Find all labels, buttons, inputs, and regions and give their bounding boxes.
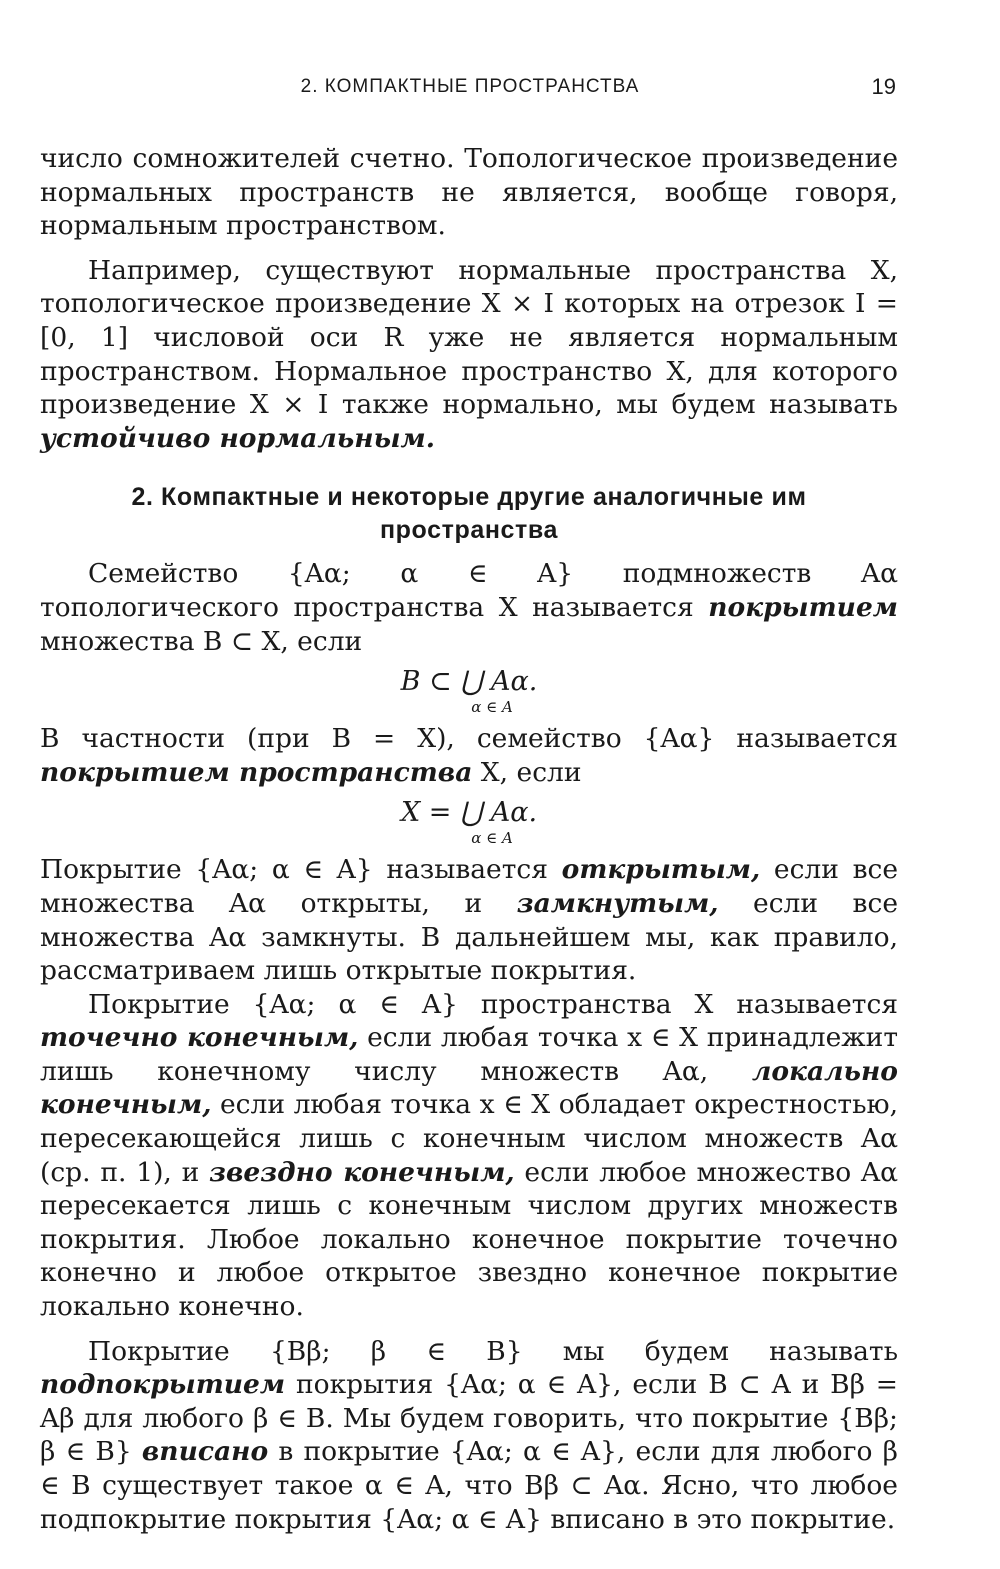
formula-main: X = ⋃ Aα. <box>400 797 538 829</box>
paragraph-text: Покрытие {Aα; α ∈ A} называется <box>40 854 562 886</box>
defined-term: покрытием <box>708 591 898 623</box>
paragraph-finite-covers <box>40 988 898 1324</box>
page-number: 19 <box>871 74 896 99</box>
running-head: 2. КОМПАКТНЫЕ ПРОСТРАНСТВА <box>300 76 640 97</box>
paragraph-text: В частности (при B = X), семейство {Aα} называется <box>40 723 898 755</box>
defined-term: вписано <box>141 1436 269 1468</box>
formula-index: α ∈ A <box>471 829 513 848</box>
paragraph-text: число сомножителей счетно. Топологическое произведение нормальных пространств не является, вообще говоря, нормальным пространством. <box>40 143 898 242</box>
defined-term: покрытием пространства <box>40 756 473 788</box>
paragraph-text: если любая точка x ∈ X принадлежит лишь конечному числу множеств Aα, <box>40 1022 898 1087</box>
page-body <box>40 142 898 1536</box>
paragraph-text: Покрытие {Aα; α ∈ A} пространства X называется <box>88 988 898 1020</box>
section-title: 2. Компактные и некоторые другие аналогичные им пространства <box>131 483 807 545</box>
defined-term: открытым, <box>561 854 761 886</box>
paragraph-cover-definition <box>40 557 898 658</box>
formula-union-cover <box>40 666 898 716</box>
formula-union-space <box>40 797 898 847</box>
paragraph-example <box>40 254 898 456</box>
paragraph-continuation <box>40 142 898 243</box>
paragraph-text: если любое множество Aα пересекается лишь с конечным числом других множеств покрытия. Любое локально конечное покрытие точечно конечно и любое открытое звездно конечное покрытие локально конечно. <box>40 1156 898 1323</box>
paragraph-text: X, если <box>472 756 582 788</box>
paragraph-text: если все множества Aα открыты, и <box>40 854 899 919</box>
defined-term: устойчиво нормальным. <box>40 422 435 454</box>
paragraph-subcover <box>40 1335 898 1537</box>
page-header <box>40 76 900 106</box>
paragraph-text: множества B ⊂ X, если <box>40 625 363 657</box>
paragraph-text: Покрытие {Bβ; β ∈ B} мы будем называть <box>88 1335 898 1367</box>
paragraph-text: если любая точка x ∈ X обладает окрестностью, пересекающейся лишь с конечным числом множеств Aα (ср. п. 1), и <box>40 1089 898 1188</box>
formula-main: B ⊂ ⋃ Aα. <box>400 666 538 698</box>
paragraph-text: если все множества Aα замкнуты. В дальнейшем мы, как правило, рассматриваем лишь открытые покрытия. <box>40 887 898 987</box>
paragraph-space-cover <box>40 722 898 789</box>
defined-term: замкнутым, <box>516 887 719 919</box>
paragraph-text: в покрытие {Aα; α ∈ A}, если для любого β ∈ B существует такое α ∈ A, что Bβ ⊂ Aα. Ясно, что любое подпокрытие покрытия {Aα; α ∈ A} вписано в это покрытие. <box>40 1436 899 1535</box>
defined-term: звездно конечным, <box>209 1156 515 1188</box>
defined-term: подпокрытием <box>40 1369 286 1401</box>
formula-index: α ∈ A <box>471 698 513 717</box>
defined-term: локально конечным, <box>40 1055 898 1121</box>
paragraph-text: Семейство {Aα; α ∈ A} подмножеств Aα топологического пространства X называется <box>40 558 898 623</box>
paragraph-text: покрытия {Aα; α ∈ A}, если B ⊂ A и Bβ = Aβ для любого β ∈ B. Мы будем говорить, что покрытие {Bβ; β ∈ B} <box>40 1369 898 1468</box>
paragraph-text: Например, существуют нормальные пространства X, топологическое произведение X × I которых на отрезок I = [0, 1] числовой оси R уже не является нормальным пространством. Нормальное пространство X, для которого произведение X × I также нормально, мы будем называть <box>40 254 898 421</box>
defined-term: точечно конечным, <box>40 1022 359 1054</box>
paragraph-open-closed <box>40 853 898 987</box>
